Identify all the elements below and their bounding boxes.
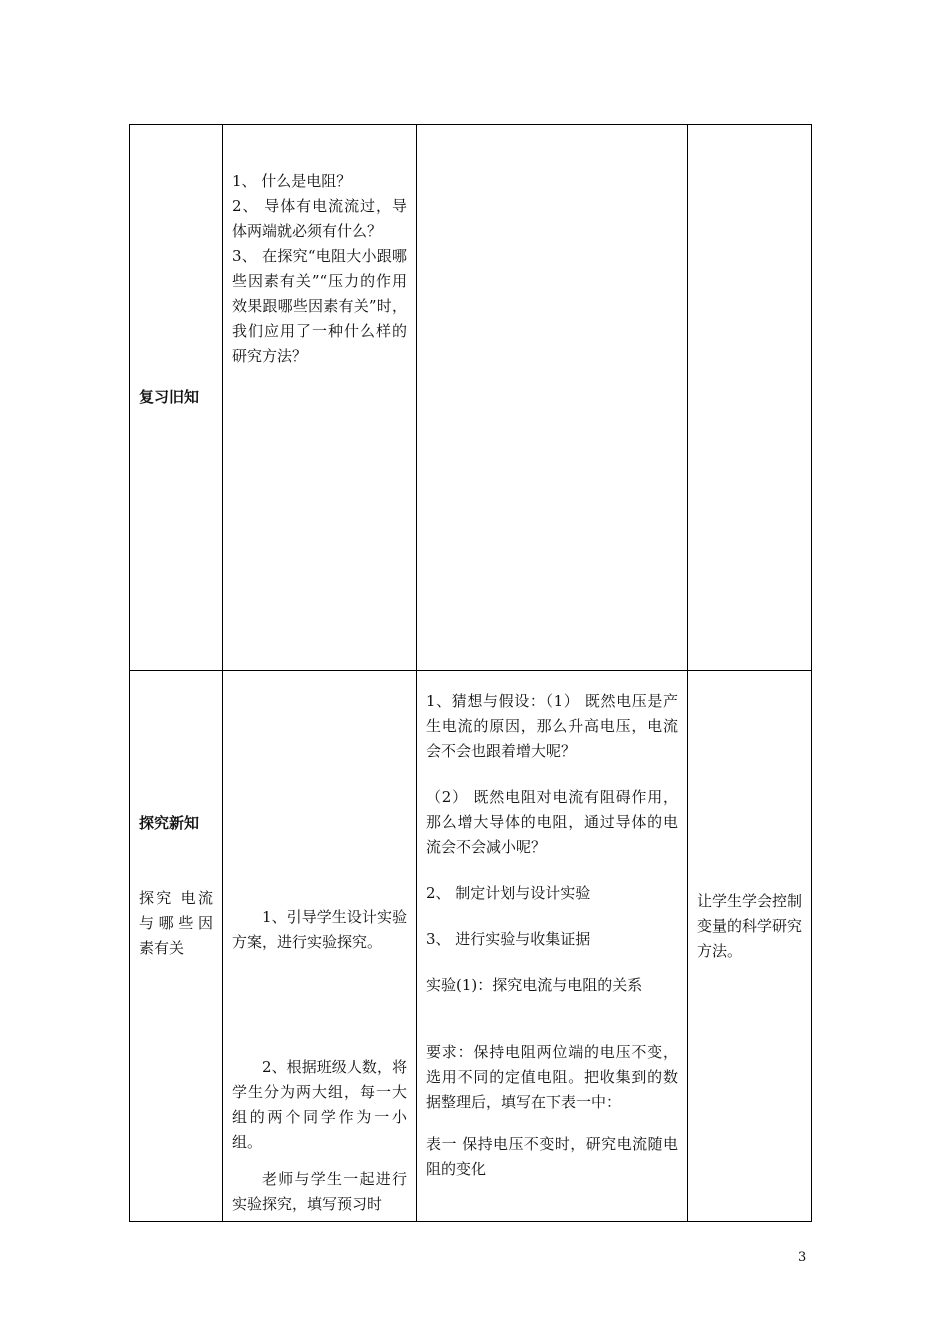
review-title: 复习旧知: [139, 388, 200, 406]
review-row: [130, 125, 812, 671]
student-plan: 2、 制定计划与设计实验: [426, 884, 591, 902]
review-questions-cell: [223, 125, 417, 671]
review-question-2: 2、 导体有电流流过，导体两端就必须有什么？: [232, 197, 407, 240]
review-question-3: 3、 在探究“电阻大小跟哪些因素有关”“压力的作用效果跟哪些因素有关”时，我们应用了一种什么样的研究方法？: [232, 247, 407, 365]
teacher-step-3: 老师与学生一起进行实验探究，填写预习时: [232, 1170, 407, 1213]
teacher-step-1: 1、引导学生设计实验方案，进行实验探究。: [232, 908, 407, 951]
lesson-plan-table: [129, 124, 812, 1222]
student-requirement: 要求：保持电阻两位端的电压不变，选用不同的定值电阻。把收集到的数据整理后，填写在下表一中：: [426, 1043, 678, 1111]
explore-purpose-cell: [688, 671, 812, 1222]
explore-subtitle: 探究 电流与哪些因素有关: [139, 889, 213, 957]
explore-teacher-cell: [223, 671, 417, 1222]
student-table-caption: 表一 保持电压不变时，研究电流随电阻的变化: [426, 1135, 678, 1178]
student-collect: 3、 进行实验与收集证据: [426, 930, 591, 948]
explore-student-cell: [417, 671, 688, 1222]
explore-row: [130, 671, 812, 1222]
student-experiment-1: 实验(1)：探究电流与电阻的关系: [426, 976, 643, 994]
explore-title-cell: [130, 671, 223, 1222]
explore-purpose: 让学生学会控制变量的科学研究方法。: [697, 891, 803, 960]
review-question-1: 1、 什么是电阻？: [232, 172, 352, 190]
student-hypothesis-2: （2） 既然电阻对电流有阻碍作用，那么增大导体的电阻，通过导体的电流会不会减小呢？: [426, 788, 678, 856]
page-number: 3: [798, 1250, 807, 1265]
teacher-step-2: 2、根据班级人数，将学生分为两大组，每一大组的两个同学作为一小组。: [232, 1058, 407, 1151]
explore-title: 探究新知: [139, 814, 200, 832]
review-title-cell: [130, 125, 223, 671]
review-student-cell: [417, 125, 688, 671]
review-purpose-cell: [688, 125, 812, 671]
student-hypothesis-1: 1、猜想与假设：（1） 既然电压是产生电流的原因，那么升高电压，电流会不会也跟着增大呢？: [426, 692, 678, 760]
